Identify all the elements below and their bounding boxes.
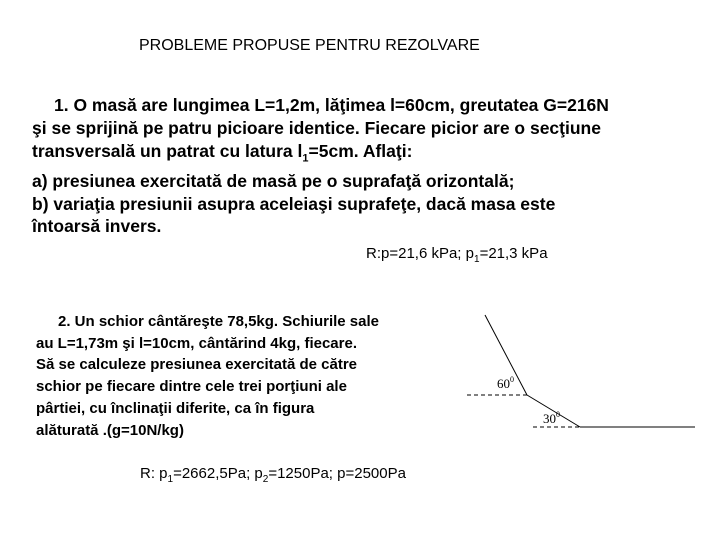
problem-1-answer: R:p=21,6 kPa; $p_1=21,3$ kPa (366, 245, 548, 265)
angle-label-1: $60^0$ (497, 375, 514, 391)
angle-label-2: $30^0$ (543, 410, 560, 426)
page-title: PROBLEME PROPUSE PENTRU REZOLVARE (139, 37, 480, 54)
problem-2 (36, 311, 456, 441)
problem-1-line-6: întoarsă invers. (32, 216, 162, 237)
problem-1-line-3: transversală un patrat cu latura $l_1=5cm$. Aflaţi: (32, 140, 413, 165)
problem-2-line-1: 2. Un schior cântăreşte 78,5kg. Schiurile sale (58, 313, 379, 330)
problem-1-line-2: şi se sprijină pe patru picioare identice. Fiecare picior are o secţiune (32, 117, 601, 138)
problem-1-line-5: b) variaţia presiunii asupra aceleiaşi suprafeţe, dacă masa este (32, 193, 556, 214)
problem-2-line-2: au L=1,73m şi l=10cm, cântărind 4kg, fiecare. (36, 334, 357, 352)
problem-2-line-3: Să se calculeze presiunea exercitată de către (36, 356, 358, 374)
problem-2-line-4: schior pe fiecare dintre cele trei porţiuni ale (36, 378, 347, 396)
slope-diagram (455, 305, 705, 440)
problem-2-line-6: alăturată .(g=10N/kg) (36, 421, 184, 439)
problem-2-line-5: pârtiei, cu înclinaţii diferite, ca în figura (36, 399, 315, 417)
problem-1 (32, 94, 702, 238)
problem-1-line-1: 1. O masă are lungimea L=1,2m, lăţimea l=60cm, greutatea G=216N (54, 95, 609, 115)
problem-2-answer: R: $p_1=2662,5Pa$; $p_2=1250Pa$; p=2500Pa (140, 465, 406, 485)
problem-1-line-4: a) presiunea exercitată de masă pe o suprafaţă orizontală; (32, 170, 515, 191)
